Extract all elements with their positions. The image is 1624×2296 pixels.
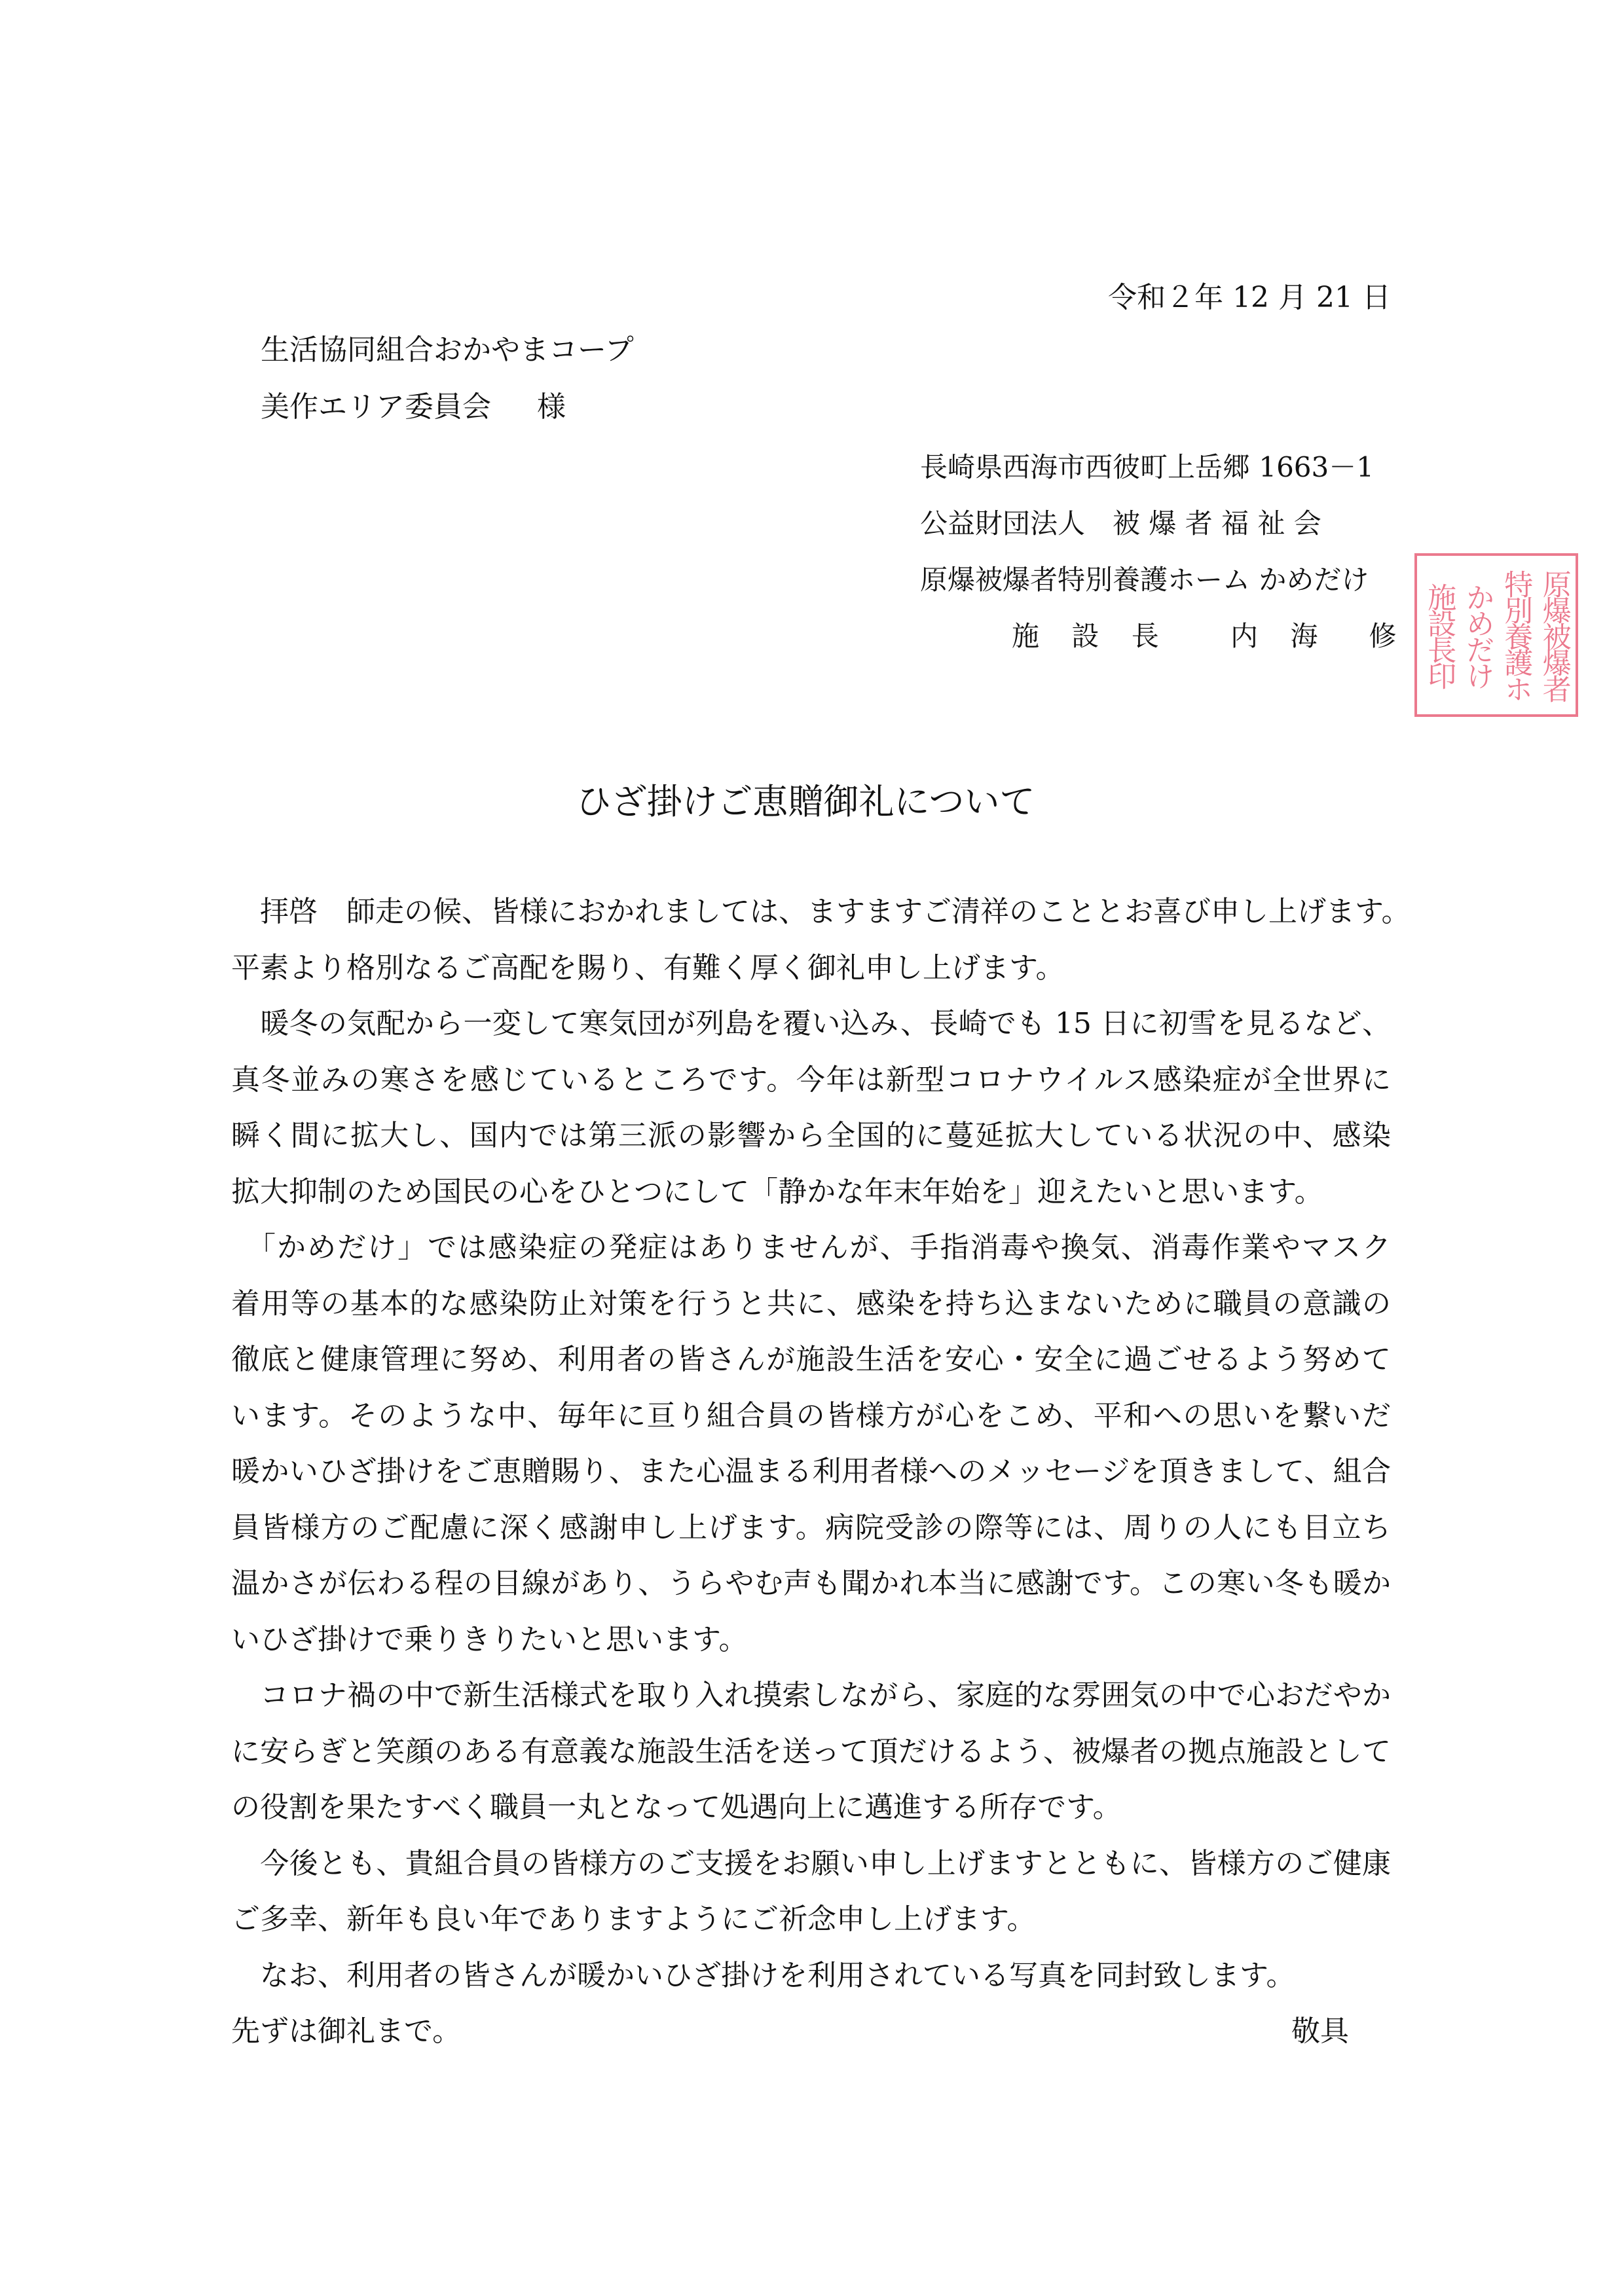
- sender-foundation: 公益財団法人 被 爆 者 福 祉 会: [920, 507, 1321, 539]
- sender-block: [920, 448, 1408, 673]
- body-line: 員皆様方のご配慮に深く感謝申し上げます。病院受診の際等には、周りの人にも目立ち: [231, 1510, 1391, 1544]
- body-line: 平素より格別なるご高配を賜り、有難く厚く御礼申し上げます。: [231, 951, 1065, 985]
- seal-column: 施設長印: [1422, 583, 1456, 687]
- letter-date: 令和２年 12 月 21 日: [1108, 281, 1391, 314]
- recipient-committee: [261, 388, 566, 427]
- letter-title: ひざ掛けご恵贈御礼について: [576, 781, 1035, 822]
- recipient-committee-name: 美作エリア委員会: [261, 390, 491, 424]
- body-line: なお、利用者の皆さんが暖かいひざ掛けを利用されている写真を同封致します。: [231, 1958, 1295, 1992]
- body-line: コロナ禍の中で新生活様式を取り入れ摸索しながら、家庭的な雰囲気の中で心おだやか: [231, 1679, 1391, 1712]
- body-line: 真冬並みの寒さを感じているところです。今年は新型コロナウイルス感染症が全世界に: [231, 1063, 1391, 1097]
- closing-keigu: 敬具: [1291, 2014, 1349, 2048]
- body-line: 暖冬の気配から一変して寒気団が列島を覆い込み、長崎でも 15 日に初雪を見るなど、: [231, 1007, 1391, 1040]
- seal-column: かめだけ: [1460, 583, 1494, 687]
- official-seal-stamp: [1414, 553, 1578, 717]
- sender-address: 長崎県西海市西彼町上岳郷 1663－1: [920, 451, 1374, 483]
- body-line: に安らぎと笑顔のある有意義な施設生活を送って頂だけるよう、被爆者の拠点施設として: [231, 1734, 1391, 1768]
- recipient-organization: 生活協同組合おかやまコープ: [261, 333, 634, 367]
- sender-head: 施 設 長 内 海 修: [1012, 620, 1409, 652]
- body-line: 瞬く間に拡大し、国内では第三派の影響から全国的に蔓延拡大している状況の中、感染: [231, 1119, 1391, 1152]
- body-line: 着用等の基本的な感染防止対策を行うと共に、感染を持ち込まないために職員の意識の: [231, 1286, 1391, 1321]
- body-line: 「かめだけ」では感染症の発症はありませんが、手指消毒や換気、消毒作業やマスク: [231, 1231, 1391, 1264]
- letter-body: [231, 892, 1411, 2068]
- recipient-honorific: 様: [537, 390, 566, 424]
- body-line: 徹底と健康管理に努め、利用者の皆さんが施設生活を安心・安全に過ごせるよう努めて: [231, 1343, 1391, 1376]
- body-line: います。そのような中、毎年に亘り組合員の皆様方が心をこめ、平和への思いを繋いだ: [231, 1398, 1391, 1432]
- body-line: いひざ掛けで乗りきりたいと思います。: [231, 1622, 748, 1656]
- seal-column: 特別養護ホ: [1499, 570, 1533, 701]
- body-line: 暖かいひざ掛けをご恵贈賜り、また心温まる利用者様へのメッセージを頂きまして、組合: [231, 1455, 1391, 1488]
- body-line: 拡大抑制のため国民の心をひとつにして「静かな年末年始を」迎えたいと思います。: [231, 1175, 1323, 1209]
- body-line: 先ずは御礼まで。: [231, 2014, 462, 2048]
- body-line: の役割を果たすべく職員一丸となって処遇向上に邁進する所存です。: [231, 1791, 1122, 1824]
- body-line: 今後とも、貴組合員の皆様方のご支援をお願い申し上げますとともに、皆様方のご健康: [231, 1846, 1391, 1880]
- body-line: 温かさが伝わる程の目線があり、うらやむ声も聞かれ本当に感謝です。この寒い冬も暖か: [231, 1567, 1391, 1600]
- seal-column: 原爆被爆者: [1537, 570, 1571, 701]
- body-line: ご多幸、新年も良い年でありますようにご祈念申し上げます。: [231, 1903, 1036, 1936]
- sender-facility: 原爆被爆者特別養護ホーム かめだけ: [920, 564, 1369, 596]
- body-line: 拝啓 師走の候、皆様におかれましては、ますますご清祥のこととお喜び申し上げます。: [231, 895, 1411, 928]
